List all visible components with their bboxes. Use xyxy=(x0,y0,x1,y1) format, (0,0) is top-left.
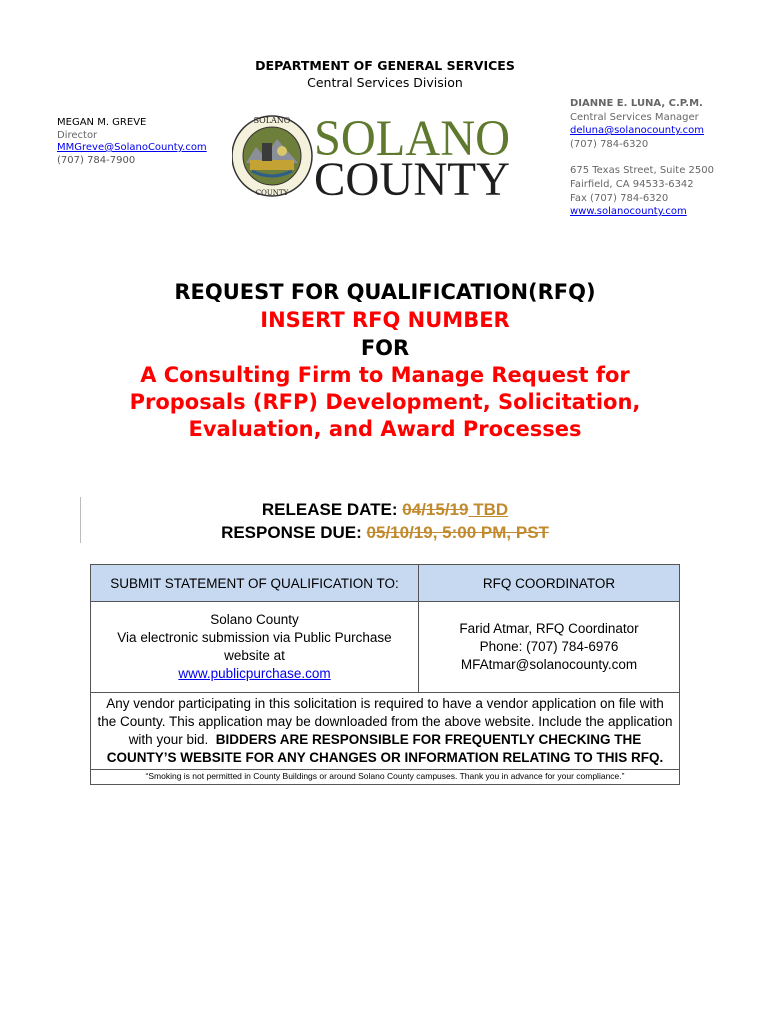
title-subject-line-2: Proposals (RFP) Development, Solicitation, xyxy=(129,390,641,414)
coordinator-cell xyxy=(419,602,680,693)
response-due-label: RESPONSE DUE: xyxy=(221,523,367,542)
division-name: Central Services Division xyxy=(307,75,463,90)
coordinator-email: MFAtmar@solanocounty.com xyxy=(460,657,638,672)
coordinator-header: RFQ COORDINATOR xyxy=(419,565,680,602)
department-header xyxy=(0,57,770,91)
submit-to-county: Solano County xyxy=(210,612,299,627)
title-rfq-number: INSERT RFQ NUMBER xyxy=(260,308,510,332)
submit-to-header: SUBMIT STATEMENT OF QUALIFICATION TO: xyxy=(91,565,419,602)
release-date-old: 04/15/19 xyxy=(402,500,469,519)
manager-title: Central Services Manager xyxy=(570,111,699,123)
director-contact xyxy=(57,117,207,167)
manager-email-link[interactable]: deluna@solanocounty.com xyxy=(570,125,705,137)
response-due-old: 05/10/19, 5:00 PM, PST xyxy=(366,523,549,542)
submit-to-method: Via electronic submission via Public Purchase website at xyxy=(117,630,392,663)
coordinator-name: Farid Atmar, RFQ Coordinator xyxy=(459,621,639,636)
vendor-notice xyxy=(91,693,680,770)
public-purchase-link[interactable]: www.publicpurchase.com xyxy=(178,666,331,681)
county-website-link[interactable]: www.solanocounty.com xyxy=(570,206,687,218)
svg-text:SOLANO: SOLANO xyxy=(314,111,510,167)
svg-text:COUNTY: COUNTY xyxy=(255,189,289,197)
submit-to-cell xyxy=(91,602,419,693)
title-subject-line-3: Evaluation, and Award Processes xyxy=(188,417,582,441)
response-due-line xyxy=(0,521,770,544)
document-title xyxy=(0,278,770,443)
title-rfq: REQUEST FOR QUALIFICATION(RFQ) xyxy=(174,280,596,304)
coordinator-phone: Phone: (707) 784-6976 xyxy=(479,639,619,654)
submission-table xyxy=(90,564,680,785)
manager-name: DIANNE E. LUNA, C.P.M. xyxy=(570,98,703,109)
smoking-notice: “Smoking is not permitted in County Buildings or around Solano County campuses. Thank you in advance for your compliance.” xyxy=(91,770,680,785)
director-title: Director xyxy=(57,129,98,141)
fax-number: Fax (707) 784-6320 xyxy=(570,192,669,204)
county-seal-icon xyxy=(232,116,312,197)
address-city: Fairfield, CA 94533-6342 xyxy=(570,178,694,190)
release-date-new: TBD xyxy=(468,500,509,519)
manager-phone: (707) 784-6320 xyxy=(570,138,649,150)
vendor-notice-warning: BIDDERS ARE RESPONSIBLE FOR FREQUENTLY CHECKING THE COUNTY’S WEBSITE FOR ANY CHANGES OR INFORMATION RELATING TO THIS RFQ. xyxy=(106,732,664,765)
director-name: MEGAN M. GREVE xyxy=(57,117,147,128)
svg-text:SOLANO: SOLANO xyxy=(253,116,291,125)
title-for: FOR xyxy=(360,336,410,360)
svg-text:COUNTY: COUNTY xyxy=(314,153,510,206)
director-phone: (707) 784-7900 xyxy=(57,154,136,166)
address-street: 675 Texas Street, Suite 2500 xyxy=(570,165,714,177)
manager-contact xyxy=(570,97,720,219)
release-date-line xyxy=(0,498,770,521)
solano-county-logo xyxy=(232,105,512,207)
title-subject-line-1: A Consulting Firm to Manage Request for xyxy=(140,363,630,387)
department-name: DEPARTMENT OF GENERAL SERVICES xyxy=(255,58,515,73)
key-dates xyxy=(0,498,770,544)
director-email-link[interactable]: MMGreve@SolanoCounty.com xyxy=(57,142,207,153)
release-date-label: RELEASE DATE: xyxy=(261,500,403,519)
vendor-notice-text: Any vendor participating in this solicitation is required to have a vendor application on file with the County. This application may be downloaded from the above website. Include the application with your bid. xyxy=(97,696,673,747)
